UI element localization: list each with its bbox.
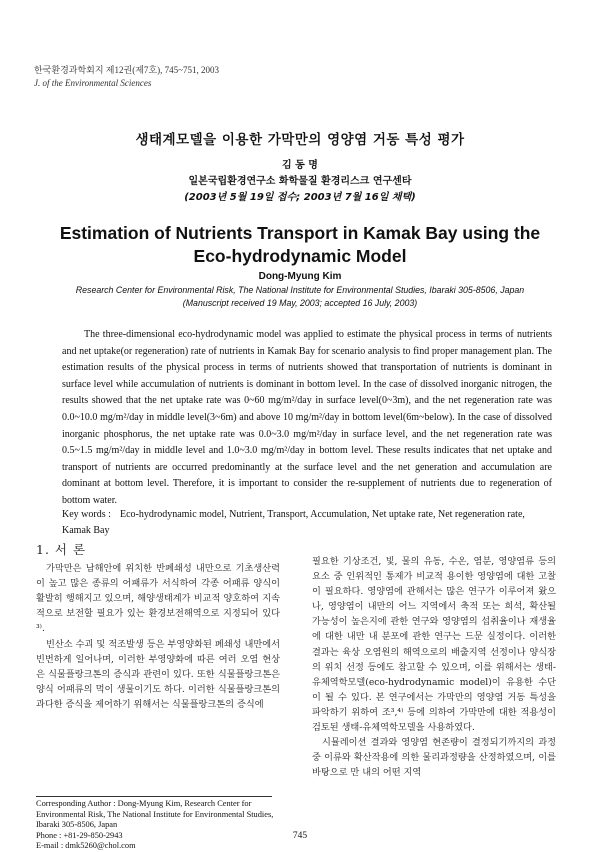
- intro-paragraph-2: 빈산소 수괴 및 적조발생 등은 부영양화된 폐쇄성 내만에서 빈번하게 일어나며, 이러한 부영양화에 따른 여러 오염 현상은 식물플랑크톤의 증식과 관련이 있다. 또한 식물플랑크톤은 양식 어패류의 먹이 생물이기도 하다. 이러한 식물플랑크톤의 과다한 증식을 제어하기 위해서는 식물플랑크톤의 증식에: [36, 638, 280, 710]
- page-number: 745: [292, 831, 308, 841]
- intro-paragraph-3: 필요한 기상조건, 빛, 물의 유동, 수온, 염분, 영양염류 등의 요소 중 인위적인 통제가 비교적 용이한 영양염에 대한 고찰이 필요하다. 영양염에 관해서는 많은 연구가 이루어져 왔으나, 영양염이 내만의 어느 지역에서 축적 또는 희석, 확산될 가능성이 높은지에 관한 연구와 영양염의 섭취율이나 재생율에 대한 내만 내 분포에 관한 연구는 드문 실정이다. 이러한 결과는 육상 오염원의 해역으로의 배출지역 선정이나 양식장의 위치 선정 등에도 참고할 수 있으며, 이를 위해서는 생태-유체역학모델(eco-hydrodynamic model)이 유용한 수단이 될 수 있다. 본 연구에서는 가막만의 영양염 거동 특성을 파악하기 위하여 조³,⁴⁾ 등에 의하여 가막만에 대한 적용성이 검토된 생태-유체역학모델을 사용하였다.: [312, 556, 556, 734]
- right-column: [312, 554, 556, 780]
- korean-author-block: [0, 158, 600, 206]
- journal-reference: [34, 64, 219, 90]
- footnote-author: Corresponding Author : Dong-Myung Kim, Research Center for Environmental Risk, The National Institute for Environmental Studies, Ibaraki 305-8506, Japan: [36, 799, 274, 830]
- footnote-email: E-mail : dmk5260@chol.com: [36, 841, 136, 851]
- title-english: [20, 222, 580, 268]
- corresponding-author-footnote: [36, 799, 280, 852]
- left-column: [36, 542, 280, 712]
- footnote-phone: Phone : +81-29-850-2943: [36, 830, 123, 840]
- title-english-line1: Estimation of Nutrients Transport in Kamak Bay using the: [59, 223, 541, 243]
- affiliation-english: Research Center for Environmental Risk, The National Institute for Environmental Studies, Ibaraki 305-8506, Japan: [75, 284, 525, 295]
- intro-paragraph-4: 시뮬레이션 결과와 영양염 현존량이 결정되기까지의 과정 중 이류와 확산작용에 의한 물리과정량을 산정하였으며, 이를 바탕으로 만 내의 어떤 지역: [312, 737, 556, 779]
- journal-ref-en: J. of the Environmental Sciences: [34, 78, 152, 88]
- intro-paragraph-1: 가막만은 남해안에 위치한 반폐쇄성 내만으로 기초생산력이 높고 많은 종류의 어패류가 서식하여 각종 어패류 양식이 활발히 행해지고 있으며, 해양생태계가 비교적 양호하여 지속적으로 보전할 필요가 있는 환경보전해역으로 지정되어 있다³⁾.: [36, 563, 280, 635]
- title-english-line2: Eco-hydrodynamic Model: [193, 246, 407, 266]
- section-heading-introduction: 1. 서 론: [36, 542, 87, 557]
- abstract: [62, 327, 552, 510]
- journal-ref-kr: 한국환경과학회지 제12권(제7호), 745~751, 2003: [34, 65, 219, 75]
- author-korean: 김 동 명: [282, 160, 318, 171]
- english-author-block: [0, 270, 600, 311]
- title-korean: 생태계모델을 이용한 가막만의 영양염 거동 특성 평가: [135, 132, 465, 148]
- dates-korean: (2003년 5월 19일 접수; 2003년 7월 16일 채택): [184, 192, 416, 203]
- keywords-text: Eco-hydrodynamic model, Nutrient, Transport, Accumulation, Net uptake rate, Net regeneration rate, Kamak Bay: [62, 509, 525, 536]
- footnote-divider: [36, 796, 272, 797]
- keywords-block: [62, 507, 552, 539]
- keywords-label: Key words :: [62, 509, 111, 520]
- dates-english: (Manuscript received 19 May, 2003; accepted 16 July, 2003): [182, 298, 418, 308]
- author-english: Dong-Myung Kim: [258, 271, 342, 282]
- affiliation-korean: 일본국립환경연구소 화학물질 환경리스크 연구센타: [188, 176, 412, 187]
- abstract-text: The three-dimensional eco-hydrodynamic model was applied to estimate the physical process in terms of nutrients and net uptake(or regeneration) rate of nutrients in Kamak Bay for scenario analysis to find proper management plan. The estimation results of the physical process in terms of nutrients showed that transportation of nutrients is dominant in surface level while accumulation of nutrients is dominant in bottom level. In the case of dissolved inorganic nitrogen, the results showed that the net uptake rate was 0~60 mg/m²/day in surface level(0~3m), and the net regeneration rate was 0.0~10.0 mg/m²/day in middle level(3~6m) and above 10 mg/m²/day in bottom level(6m~below). In the case of dissolved inorganic phosphorus, the net uptake rate was 0.0~3.0 mg/m²/day in surface level, and the net regeneration rate was 0.5~1.5 mg/m²/day in middle level and 1.0~3.0 mg/m²/day in bottom level. These results indicates that net uptake and transport of nutrients are occurred predominantly at the surface level and the net generation and accumulation are dominant at bottom level. Therefore, it is important to consider the re-supplement of nutrients due to regeneration of bottom water.: [62, 329, 552, 506]
